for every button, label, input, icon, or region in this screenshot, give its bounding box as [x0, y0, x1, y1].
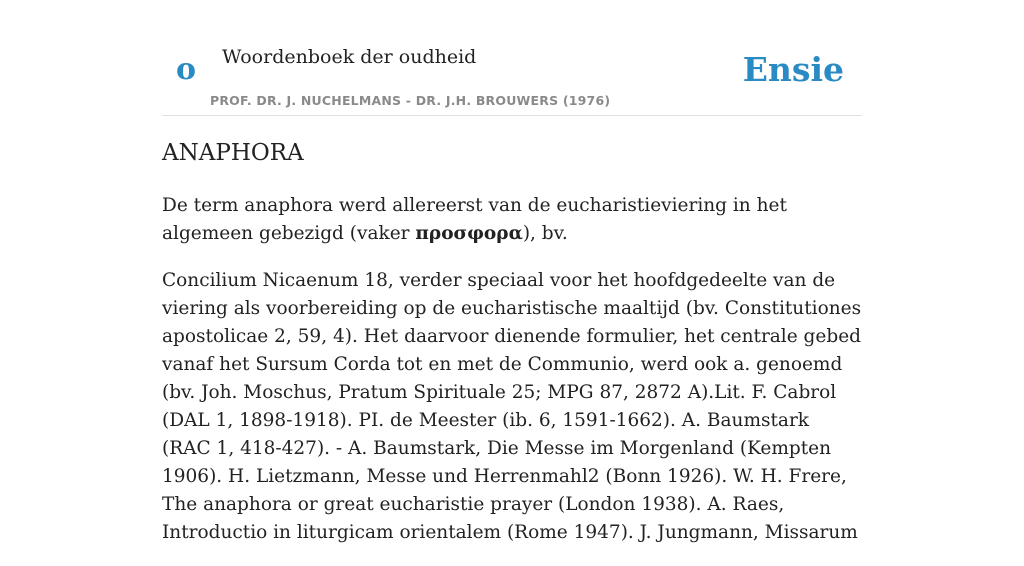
letter-index-link[interactable]: o — [176, 52, 197, 87]
article-title: ANAPHORA — [162, 140, 304, 166]
book-authors: PROF. DR. J. NUCHELMANS - DR. J.H. BROUWERS (1976) — [210, 93, 611, 108]
paragraph-text: ), bv. — [522, 223, 568, 244]
greek-term: προσφορα — [415, 223, 523, 244]
article-paragraph — [162, 192, 862, 248]
book-title[interactable]: Woordenboek der oudheid — [222, 46, 477, 68]
page-header — [162, 38, 862, 116]
article-paragraph: Concilium Nicaenum 18, verder speciaal voor het hoofdgedeelte van de viering als voorbereiding op de eucharistische maaltijd (bv. Constitutiones apostolicae 2, 59, 4). Het daarvoor dienende formulier, het centrale gebed vanaf het Sursum Corda tot en met de Communio, werd ook a. genoemd (bv. Joh. Moschus, Pratum Spirituale 25; MPG 87, 2872 A).Lit. F. Cabrol (DAL 1, 1898-1918). PI. de Meester (ib. 6, 1591-1662). A. Baumstark (RAC 1, 418-427). - A. Baumstark, Die Messe im Morgenland (Kempten 1906). H. Lietzmann, Messe und Herrenmahl2 (Bonn 1926). W. H. Frere, The anaphora or great eucharistie prayer (London 1938). A. Raes, Introductio in liturgicam orientalem (Rome 1947). J. Jungmann, Missarum — [162, 270, 862, 543]
article-body — [162, 192, 862, 566]
brand-logo[interactable]: Ensie — [742, 50, 844, 89]
paragraph-text: De term anaphora werd allereerst van de eucharistieviering in het algemeen gebezigd (vaker — [162, 195, 787, 244]
